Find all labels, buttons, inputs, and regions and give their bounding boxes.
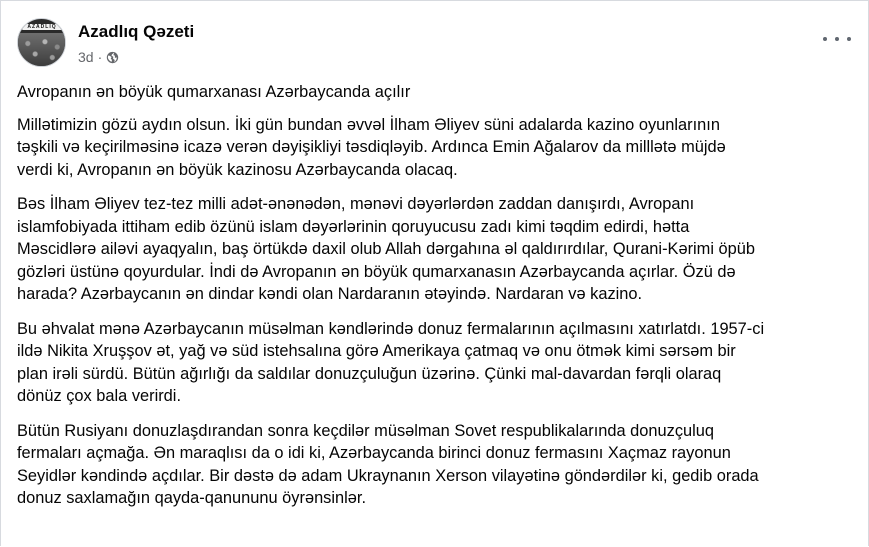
- avatar[interactable]: [17, 18, 66, 67]
- post-paragraph: Bütün Rusiyanı donuzlaşdırandan sonra keçdilər müsəlman Sovet respublikalarında donuzçuluq fermaları açmağa. Ən maraqlısı da o idi ki, Azərbaycanda birinci donuz fermasını Xaçmaz rayonun Seyidlər kəndində açdılar. Bir dəstə də adam Ukraynanın Xerson vilayətinə göndərdilər ki, gedib orada donuz saxlamağın qayda-qanununu öyrənsinlər.: [17, 421, 759, 507]
- separator-dot: ·: [97, 49, 103, 65]
- post-time[interactable]: 3d: [78, 49, 94, 65]
- post-headline: Avropanın ən böyük qumarxanası Azərbaycanda açılır: [17, 83, 411, 101]
- post-text: [17, 81, 853, 522]
- more-options-icon[interactable]: [823, 32, 851, 46]
- post-paragraph: Millətimizin gözü aydın olsun. İki gün bundan əvvəl İlham Əliyev süni adalarda kazino oyunlarının təşkili və keçirilməsinə icazə verən dəyişikliyi təsdiqləyib. Ardınca Emin Ağalarov da milllətə müjdə verdi ki, Avropanın ən böyük kazinosu Azərbaycanda olacaq.: [17, 115, 726, 179]
- post-paragraph: Bu əhvalat mənə Azərbaycanın müsəlman kəndlərində donuz fermalarının açılmasını xatırlatdı. 1957-ci ildə Nikita Xruşşov ət, yağ və süd istehsalına görə Amerikaya çatmaq və onu ötmək kimi sərsəm bir plan irəli sürdü. Bütün ağırlığı da saldılar donuzçuluğun üzərinə. Çünki mal-davardan fərqli olaraq dönüz çox bala verirdi.: [17, 319, 765, 405]
- post-header: [17, 18, 857, 68]
- post-meta: [78, 49, 119, 65]
- post-paragraph: Bəs İlham Əliyev tez-tez milli adət-ənənədən, mənəvi dəyərlərdən zaddan danışırdı, Avropanı islamfobiyada ittiham edib özünü islam dəyərlərinin qoruyucusu zadı kimi təqdim edirdi, hətta Məscidlərə ailəvi ayaqyalın, baş örtükdə daxil olub Allah dərgahına əl qaldırırdılar, Qurani-Kərimi öpüb gözləri üstünə qoyurdular. İndi də Avropanın ən böyük qumarxanasın Azərbaycanda açırlar. Özü də harada? Azərbaycanın ən dindar kəndi olan Nardaranın ətəyində. Nardaran və kazino.: [17, 195, 755, 303]
- author-name[interactable]: Azadlıq Qəzeti: [78, 22, 195, 41]
- avatar-logo: AZADLIQ: [22, 24, 62, 30]
- globe-icon[interactable]: [106, 51, 119, 64]
- avatar-image: [18, 33, 66, 67]
